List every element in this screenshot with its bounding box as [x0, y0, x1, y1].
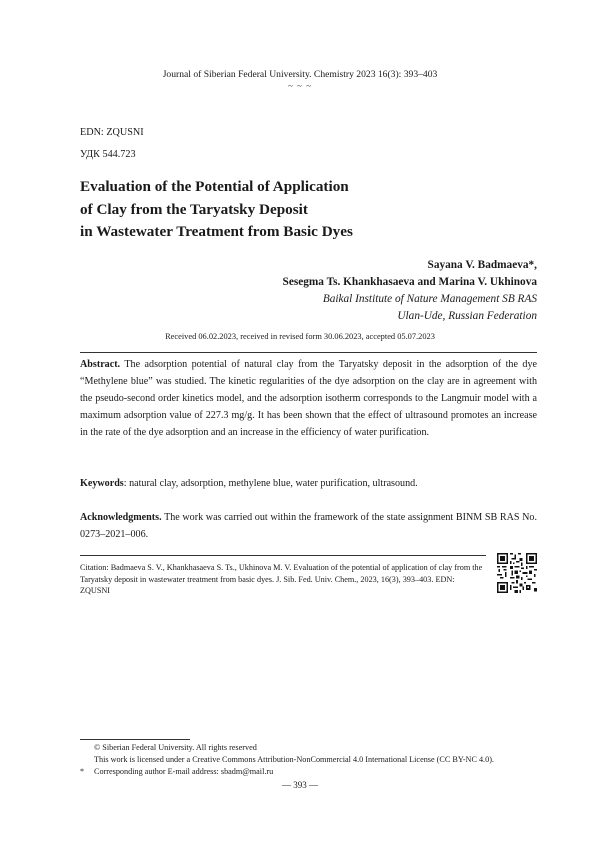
abstract: [80, 356, 537, 441]
header-ornament: ~ ~ ~: [287, 81, 313, 91]
abstract-text: The adsorption potential of natural clay from the Taryatsky deposit in the adsorption of the dye “Methylene blue” was studied. The kinetic regularities of the dye adsorption on the clay are in agreement with the pseudo-second order kinetics model, and the adsorption isotherm corresponds to the Langmuir model with a maximum adsorption value of 227.3 mg/g. It has been shown that the effect of ultrasound promotes an increase in the rate of the dye adsorption and an increase in the efficiency of water purification.: [80, 359, 537, 439]
author-line-1: Sayana V. Badmaeva*,: [427, 259, 537, 271]
affiliation-location: Ulan-Ude, Russian Federation: [397, 310, 537, 322]
abstract-label: Abstract.: [80, 359, 121, 370]
received-dates: Received 06.02.2023, received in revised form 30.06.2023, accepted 05.07.2023: [165, 332, 435, 341]
page-number: ― 393 ―: [282, 780, 318, 790]
qr-code-icon: [497, 553, 537, 593]
title-line-2: of Clay from the Taryatsky Deposit: [80, 200, 308, 218]
acknowledgments-label: Acknowledgments.: [80, 512, 162, 523]
edn-code: EDN: ZQUSNI: [80, 127, 144, 138]
keywords-text: : natural clay, adsorption, methylene blue, water purification, ultrasound.: [123, 478, 418, 489]
affiliation: Baikal Institute of Nature Management SB RAS: [322, 293, 537, 305]
abstract-top-rule: [80, 352, 537, 353]
acknowledgments: [80, 509, 537, 543]
udk-code: УДК 544.723: [80, 149, 136, 160]
license-note: This work is licensed under a Creative Commons Attribution-NonCommercial 4.0 International License (CC BY-NC 4.0).: [94, 755, 494, 764]
author-line-2: Sesegma Ts. Khankhasaeva and Marina V. Ukhinova: [282, 276, 537, 288]
corresponding-author-note: Corresponding author E-mail address: sbadm@mail.ru: [94, 767, 274, 776]
footnote-rule: [80, 739, 190, 740]
copyright-note: © Siberian Federal University. All rights reserved: [94, 743, 257, 752]
journal-header: Journal of Siberian Federal University. Chemistry 2023 16(3): 393–403: [162, 69, 438, 80]
citation: Citation: Badmaeva S. V., Khankhasaeva S. Ts., Ukhinova M. V. Evaluation of the potential of application of clay from the Taryatsky deposit in wastewater treatment from basic dyes. J. Sib. Fed. Univ. Chem., 2023, 16(3), 393–403. EDN: ZQUSNI: [80, 563, 483, 595]
article-title: [80, 176, 510, 244]
keywords: [80, 475, 537, 492]
keywords-label: Keywords: [80, 478, 124, 489]
footnote-star: *: [80, 767, 85, 776]
citation-top-rule: [80, 555, 486, 556]
title-line-3: in Wastewater Treatment from Basic Dyes: [80, 223, 353, 240]
acknowledgments-text: The work was carried out within the framework of the state assignment BINM SB RAS No. 0273–2021–006.: [80, 512, 537, 541]
title-line-1: Evaluation of the Potential of Application: [80, 178, 349, 195]
